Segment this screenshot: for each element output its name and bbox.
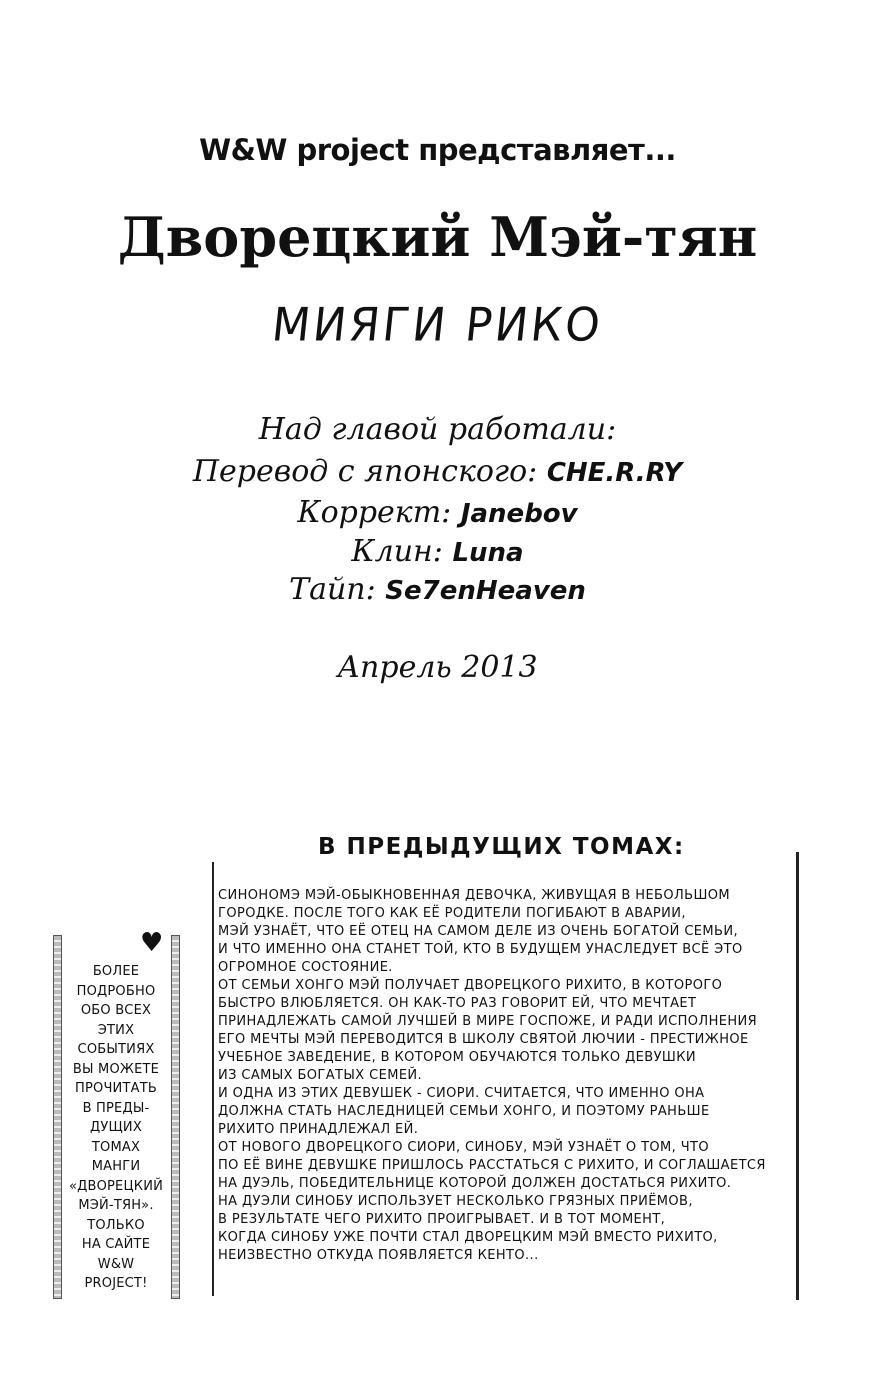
recap-left-rule: [212, 862, 214, 1296]
credit-proofread-label: Коррект:: [297, 495, 452, 530]
credit-translation-name: CHE.R.RY: [546, 458, 683, 488]
sidebar-line: ОБО ВСЕХ: [80, 1003, 152, 1018]
credit-clean-label: Клин:: [351, 534, 443, 569]
sidebar-line: В ПРЕДЫ-: [82, 1100, 150, 1116]
sidebar-line: ТОМАХ: [91, 1139, 141, 1155]
sidebar-line: W&W: [97, 1256, 135, 1272]
credit-translation: [0, 454, 875, 489]
sidebar-line: ПРОЧИТАТЬ: [75, 1081, 157, 1096]
recap-heading: В ПРЕДЫДУЩИХ ТОМАХ:: [318, 834, 685, 860]
sidebar-line: СОБЫТИЯХ: [77, 1042, 155, 1057]
credit-type-label: Тайп:: [289, 572, 376, 607]
heart-icon: ♥: [140, 928, 164, 958]
sidebar-line: ЭТИХ: [97, 1022, 135, 1038]
presents-line: W&W project представляет...: [199, 133, 676, 167]
recap-line: ПО ЕЁ ВИНЕ ДЕВУШКЕ ПРИШЛОСЬ РАССТАТЬСЯ С РИХИТО, И СОГЛАШАЕТСЯ: [218, 1158, 766, 1173]
recap-line: НА ДУЭЛЬ, ПОБЕДИТЕЛЬНИЦЕ КОТОРОЙ ДОЛЖЕН ДОСТАТЬСЯ РИХИТО.: [218, 1176, 732, 1191]
recap-line: ГОРОДКЕ. ПОСЛЕ ТОГО КАК ЕЁ РОДИТЕЛИ ПОГИБАЮТ В АВАРИИ,: [218, 906, 686, 921]
sidebar-line: PROJECT!: [84, 1276, 148, 1291]
recap-line: МЭЙ УЗНАЁТ, ЧТО ЕЁ ОТЕЦ НА САМОМ ДЕЛЕ ИЗ ОЧЕНЬ БОГАТОЙ СЕМЬИ,: [218, 924, 739, 939]
credit-proofread-name: Janebov: [460, 499, 578, 529]
sidebar-line: БОЛЕЕ: [92, 964, 140, 979]
sidebar-note: [62, 962, 170, 1294]
recap-body: [218, 887, 800, 1265]
sidebar-line: ВЫ МОЖЕТЕ: [72, 1061, 160, 1077]
sidebar-line: МЭЙ-ТЯН».: [78, 1198, 154, 1213]
sidebar-line: МАНГИ: [91, 1159, 141, 1174]
recap-line: ОТ СЕМЬИ ХОНГО МЭЙ ПОЛУЧАЕТ ДВОРЕЦКОГО РИХИТО, В КОТОРОГО: [218, 978, 723, 993]
sidebar-line: ПОДРОБНО: [76, 983, 156, 999]
recap-line: ЕГО МЕЧТЫ МЭЙ ПЕРЕВОДИТСЯ В ШКОЛУ СВЯТОЙ ЛЮЧИИ - ПРЕСТИЖНОЕ: [218, 1032, 749, 1047]
credits-heading: Над главой работали:: [258, 412, 617, 447]
recap-line: ДОЛЖНА СТАТЬ НАСЛЕДНИЦЕЙ СЕМЬИ ХОНГО, И ПОЭТОМУ РАНЬШЕ: [218, 1104, 710, 1119]
recap-line: БЫСТРО ВЛЮБЛЯЕТСЯ. ОН КАК-ТО РАЗ ГОВОРИТ ЕЙ, ЧТО МЕЧТАЕТ: [218, 996, 697, 1011]
recap-line: ОГРОМНОЕ СОСТОЯНИЕ.: [218, 960, 393, 975]
recap-line: КОГДА СИНОБУ УЖЕ ПОЧТИ СТАЛ ДВОРЕЦКИМ МЭЙ ВМЕСТО РИХИТО,: [218, 1230, 718, 1245]
sidebar-left-bar: [53, 935, 62, 1299]
sidebar-line: НА САЙТЕ: [81, 1237, 151, 1252]
recap-line: И ЧТО ИМЕННО ОНА СТАНЕТ ТОЙ, КТО В БУДУЩЕМ УНАСЛЕДУЕТ ВСЁ ЭТО: [218, 942, 743, 957]
credit-type-name: Se7enHeaven: [385, 576, 586, 606]
credit-proofread: [0, 495, 875, 530]
sidebar-line: ТОЛЬКО: [87, 1217, 145, 1233]
sidebar-right-bar: [171, 935, 180, 1299]
recap-line: ОТ НОВОГО ДВОРЕЦКОГО СИОРИ, СИНОБУ, МЭЙ УЗНАЁТ О ТОМ, ЧТО: [218, 1140, 710, 1155]
sidebar-line: «ДВОРЕЦКИЙ: [68, 1178, 164, 1194]
author-name: МИЯГИ РИКО: [269, 298, 606, 353]
recap-line: УЧЕБНОЕ ЗАВЕДЕНИЕ, В КОТОРОМ ОБУЧАЮТСЯ ТОЛЬКО ДЕВУШКИ: [218, 1050, 696, 1065]
credit-type: [0, 572, 875, 607]
recap-line: НА ДУЭЛИ СИНОБУ ИСПОЛЬЗУЕТ НЕСКОЛЬКО ГРЯЗНЫХ ПРИЁМОВ,: [218, 1194, 693, 1209]
sidebar-line: ДУЩИХ: [90, 1120, 142, 1135]
credit-clean-name: Luna: [452, 538, 524, 568]
recap-line: РИХИТО ПРИНАДЛЕЖАЛ ЕЙ.: [218, 1122, 419, 1137]
recap-line: СИНОНОМЭ МЭЙ-ОБЫКНОВЕННАЯ ДЕВОЧКА, ЖИВУЩАЯ В НЕБОЛЬШОМ: [218, 888, 731, 903]
credit-clean: [0, 534, 875, 569]
recap-line: НЕИЗВЕСТНО ОТКУДА ПОЯВЛЯЕТСЯ КЕНТО...: [218, 1248, 539, 1263]
release-date: Апрель 2013: [337, 650, 538, 685]
credit-translation-label: Перевод с японского:: [192, 454, 538, 489]
manga-title: Дворецкий Мэй-тян: [117, 205, 758, 269]
recap-line: В РЕЗУЛЬТАТЕ ЧЕГО РИХИТО ПРОИГРЫВАЕТ. И В ТОТ МОМЕНТ,: [218, 1212, 666, 1227]
recap-line: ИЗ САМЫХ БОГАТЫХ СЕМЕЙ.: [218, 1068, 423, 1083]
recap-line: И ОДНА ИЗ ЭТИХ ДЕВУШЕК - СИОРИ. СЧИТАЕТСЯ, ЧТО ИМЕННО ОНА: [218, 1086, 705, 1101]
recap-line: ПРИНАДЛЕЖАТЬ САМОЙ ЛУЧШЕЙ В МИРЕ ГОСПОЖЕ, И РАДИ ИСПОЛНЕНИЯ: [218, 1014, 758, 1029]
